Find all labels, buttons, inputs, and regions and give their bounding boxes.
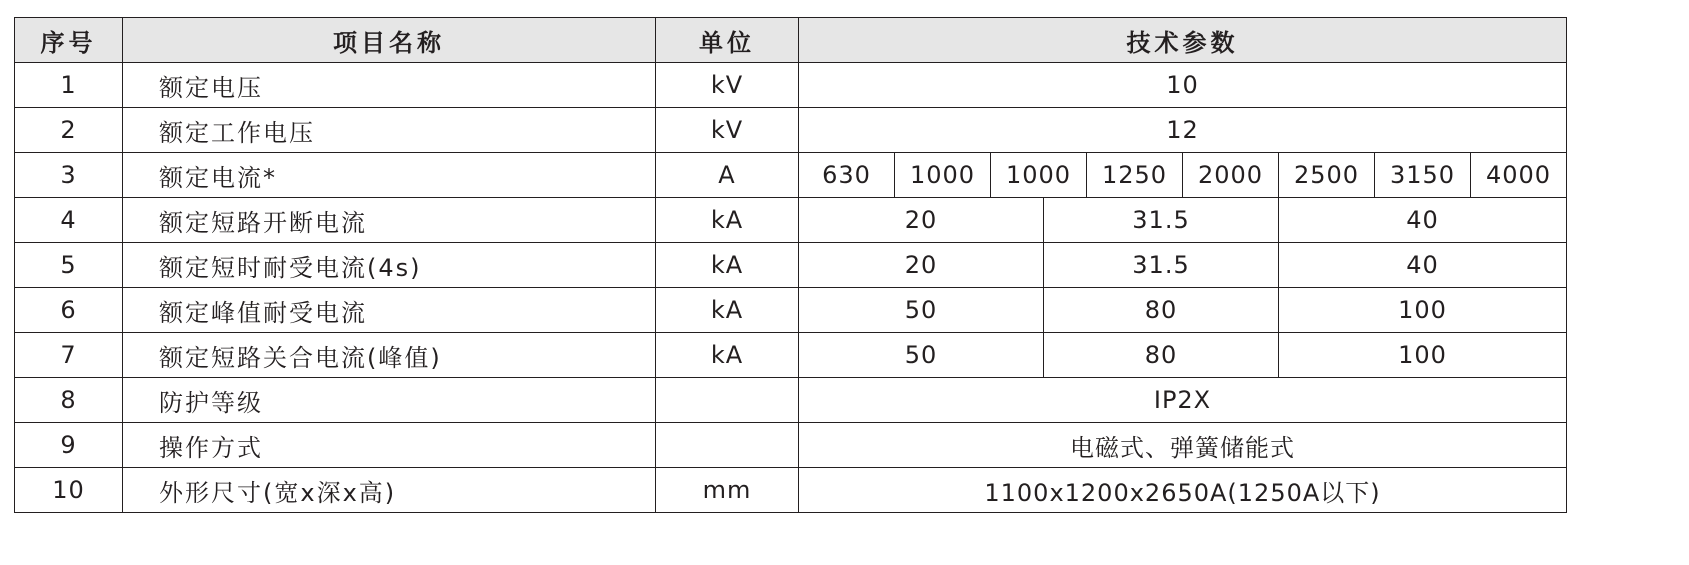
row-no: 2 <box>15 108 123 153</box>
row-value: 1100x1200x2650A(1250A以下) <box>799 468 1567 513</box>
row-no: 1 <box>15 63 123 108</box>
row-name: 操作方式 <box>123 423 656 468</box>
row-unit: kV <box>656 108 799 153</box>
row-unit: A <box>656 153 799 198</box>
spec-table <box>14 17 1567 513</box>
row-unit: mm <box>656 468 799 513</box>
table-row <box>15 423 1567 468</box>
table-row <box>15 333 1567 378</box>
table-row <box>15 243 1567 288</box>
row-no: 6 <box>15 288 123 333</box>
header-unit: 单位 <box>656 18 799 63</box>
row-value: 50 <box>799 288 1044 333</box>
table-row <box>15 378 1567 423</box>
row-no: 4 <box>15 198 123 243</box>
row-no: 8 <box>15 378 123 423</box>
row-unit: kA <box>656 333 799 378</box>
row-no: 9 <box>15 423 123 468</box>
header-params: 技术参数 <box>799 18 1567 63</box>
row-value: 100 <box>1279 288 1567 333</box>
row-value: 40 <box>1279 243 1567 288</box>
row-name: 额定短时耐受电流(4s) <box>123 243 656 288</box>
row-value: 80 <box>1044 288 1279 333</box>
row-value: 31.5 <box>1044 198 1279 243</box>
row-name: 额定峰值耐受电流 <box>123 288 656 333</box>
row-value: 1250 <box>1087 153 1183 198</box>
row-value: 31.5 <box>1044 243 1279 288</box>
row-value: 12 <box>799 108 1567 153</box>
row-unit: kA <box>656 198 799 243</box>
row-value: 2000 <box>1183 153 1279 198</box>
row-unit: kA <box>656 243 799 288</box>
row-value: 10 <box>799 63 1567 108</box>
row-value: 50 <box>799 333 1044 378</box>
row-value: 2500 <box>1279 153 1375 198</box>
row-value: 1000 <box>895 153 991 198</box>
row-name: 额定短路开断电流 <box>123 198 656 243</box>
row-name: 额定电流* <box>123 153 656 198</box>
header-name: 项目名称 <box>123 18 656 63</box>
row-value: 100 <box>1279 333 1567 378</box>
row-value: 1000 <box>991 153 1087 198</box>
row-name: 额定工作电压 <box>123 108 656 153</box>
row-value: 4000 <box>1471 153 1567 198</box>
row-name: 外形尺寸(宽x深x高) <box>123 468 656 513</box>
row-value: 电磁式、弹簧储能式 <box>799 423 1567 468</box>
table-row <box>15 108 1567 153</box>
row-unit: kA <box>656 288 799 333</box>
row-value: 3150 <box>1375 153 1471 198</box>
row-value: 20 <box>799 198 1044 243</box>
header-no: 序号 <box>15 18 123 63</box>
table-row <box>15 288 1567 333</box>
row-no: 5 <box>15 243 123 288</box>
table-row <box>15 468 1567 513</box>
header-row <box>15 18 1567 63</box>
table-row <box>15 63 1567 108</box>
row-value: 80 <box>1044 333 1279 378</box>
row-unit <box>656 378 799 423</box>
row-name: 额定短路关合电流(峰值) <box>123 333 656 378</box>
row-value: IP2X <box>799 378 1567 423</box>
row-unit: kV <box>656 63 799 108</box>
row-no: 10 <box>15 468 123 513</box>
row-no: 3 <box>15 153 123 198</box>
row-value: 630 <box>799 153 895 198</box>
table-row <box>15 153 1567 198</box>
row-name: 防护等级 <box>123 378 656 423</box>
row-value: 40 <box>1279 198 1567 243</box>
row-no: 7 <box>15 333 123 378</box>
row-unit <box>656 423 799 468</box>
table-row <box>15 198 1567 243</box>
row-name: 额定电压 <box>123 63 656 108</box>
row-value: 20 <box>799 243 1044 288</box>
